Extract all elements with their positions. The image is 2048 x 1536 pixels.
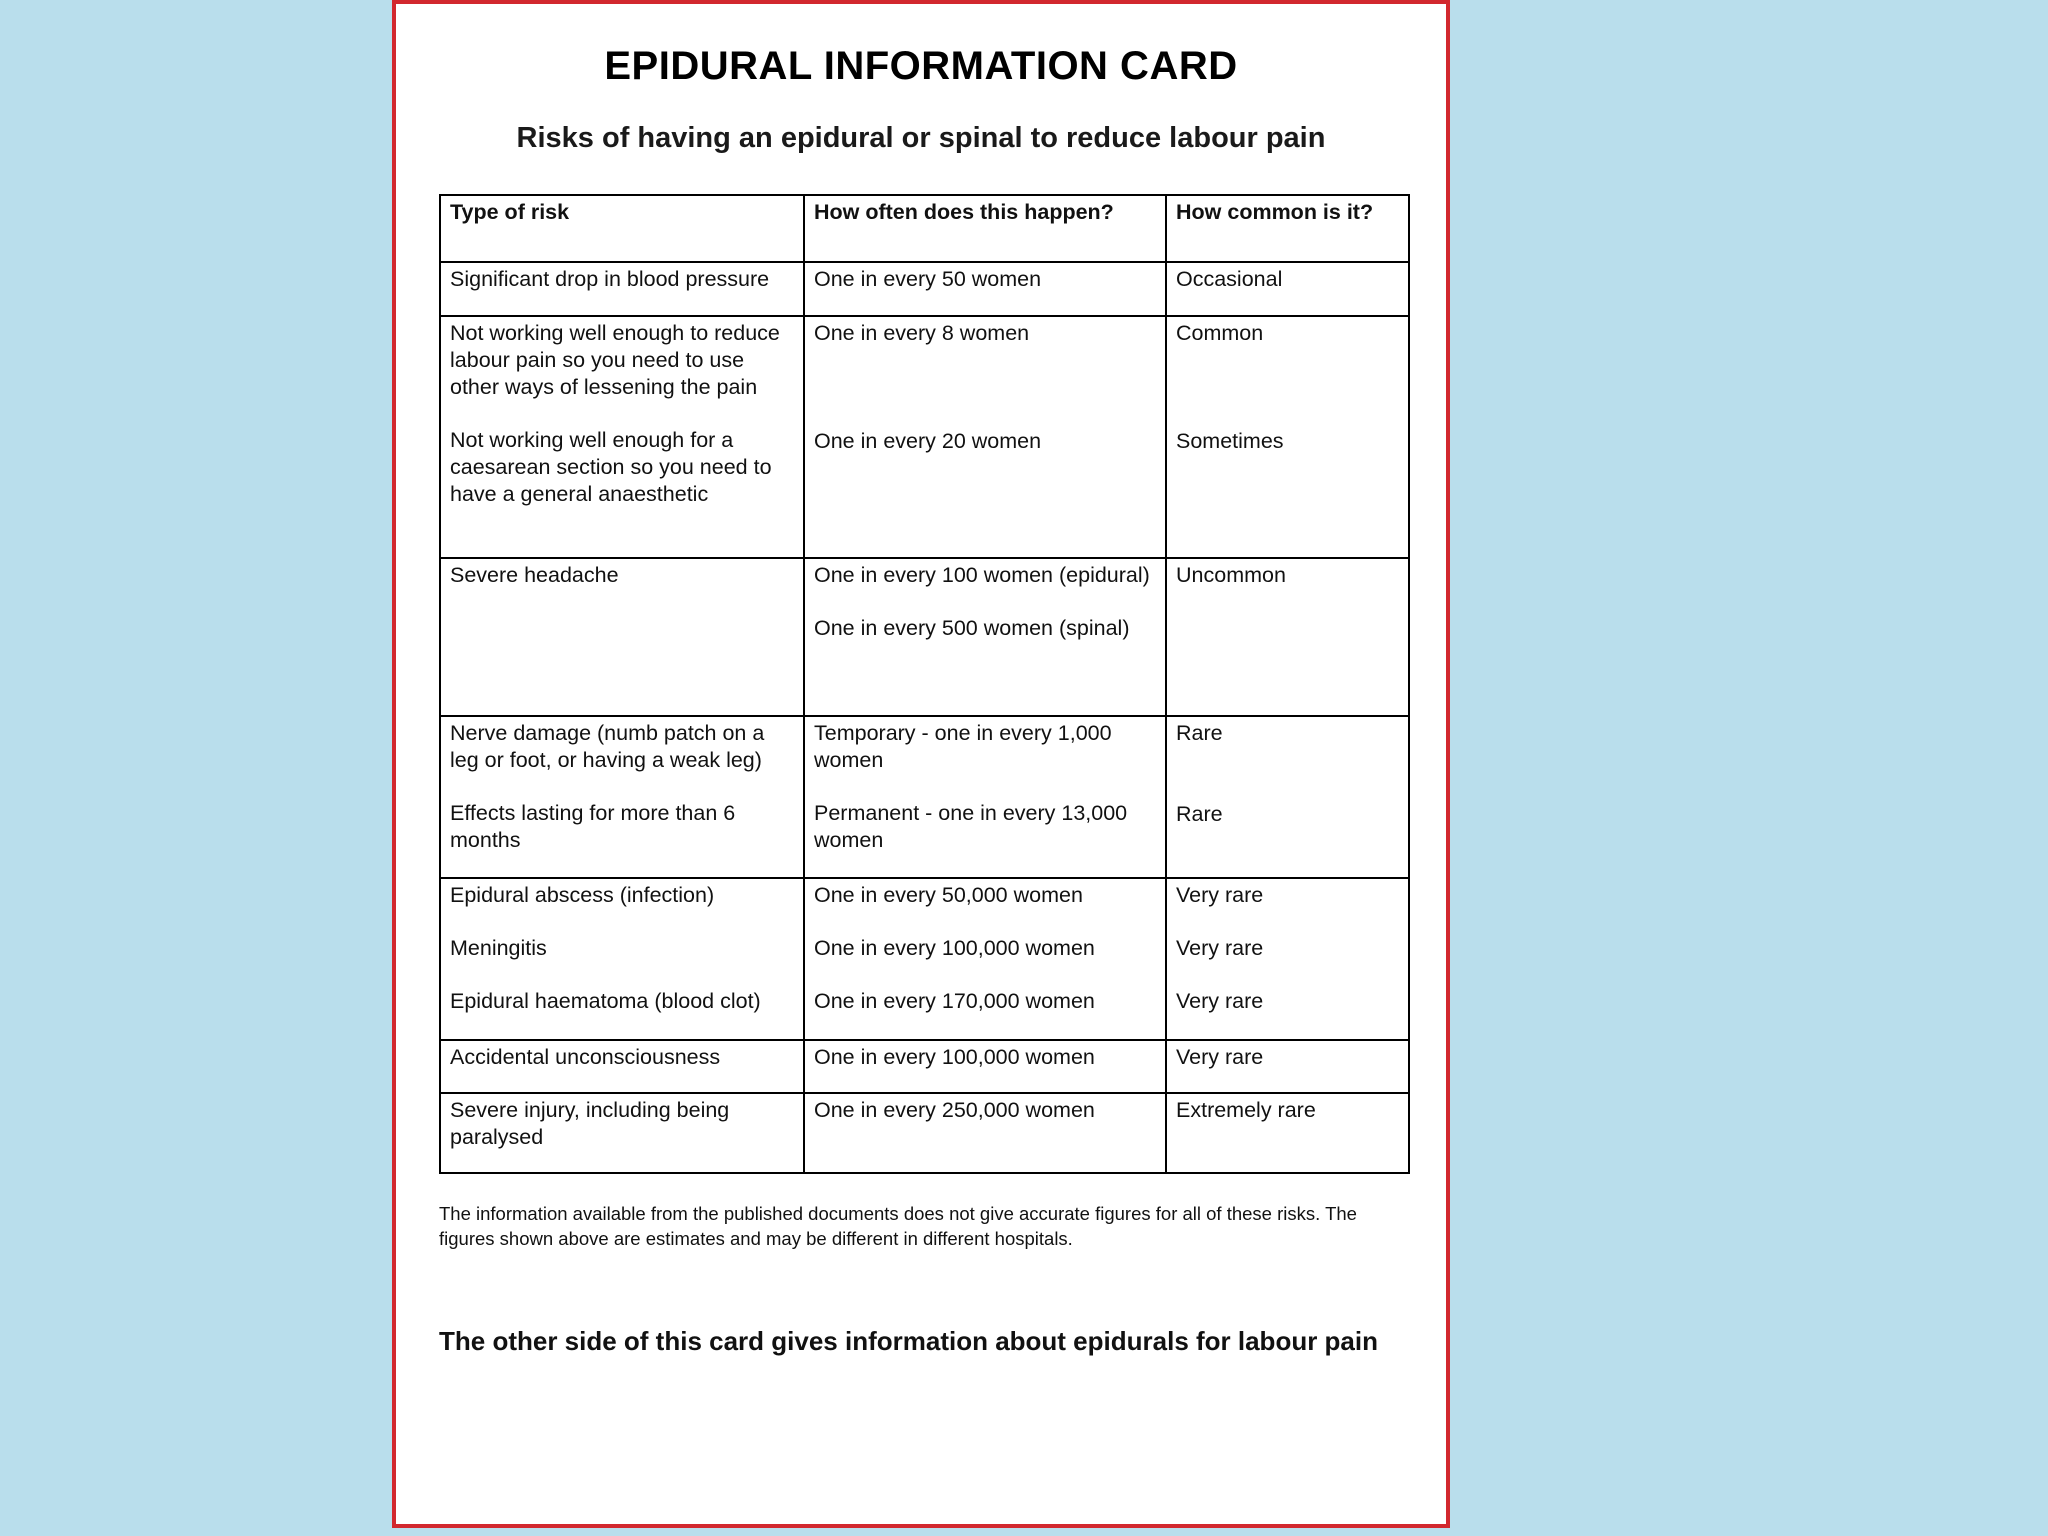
disclaimer-note: The information available from the published documents does not give accurate figures for all of these risks. The figures shown above are estimates and may be different in different hospitals. <box>439 1203 1357 1249</box>
risk-type-text: Not working well enough to reduce labour pain so you need to use other ways of lessening the pain <box>450 321 780 399</box>
frequency-text: One in every 50,000 women <box>814 883 1083 907</box>
risk-type-text: Not working well enough for a caesarean section so you need to have a general anaesthetic <box>450 428 772 506</box>
commonness-text: Sometimes <box>1176 429 1284 453</box>
header-how-common: How common is it? <box>1166 195 1409 262</box>
commonness-text: Rare <box>1176 721 1223 745</box>
frequency-text: One in every 100,000 women <box>814 936 1095 960</box>
frequency-text: One in every 170,000 women <box>814 989 1095 1013</box>
commonness-text: Very rare <box>1176 1045 1264 1069</box>
commonness-text: Very rare <box>1176 883 1264 907</box>
risk-table <box>439 194 1410 1174</box>
frequency-text: One in every 100 women (epidural) <box>814 563 1150 587</box>
cell-frequency <box>804 558 1166 716</box>
frequency-text: Permanent - one in every 13,000 women <box>814 801 1128 852</box>
risk-type-text: Meningitis <box>450 936 547 960</box>
frequency-text: One in every 100,000 women <box>814 1045 1095 1069</box>
commonness-text: Very rare <box>1176 989 1264 1013</box>
cell-commonness <box>1166 558 1409 716</box>
table-row <box>440 262 1409 316</box>
risk-type-text: Severe injury, including being paralysed <box>450 1098 730 1149</box>
cell-frequency <box>804 1040 1166 1093</box>
cell-commonness <box>1166 878 1409 1040</box>
frequency-text: One in every 500 women (spinal) <box>814 616 1130 640</box>
commonness-text: Common <box>1176 321 1264 345</box>
risk-type-text: Significant drop in blood pressure <box>450 267 770 291</box>
cell-frequency <box>804 316 1166 558</box>
cell-commonness <box>1166 716 1409 878</box>
risk-type-text: Nerve damage (numb patch on a leg or foot, or having a weak leg) <box>450 721 765 772</box>
risk-type-text: Epidural haematoma (blood clot) <box>450 989 761 1013</box>
cell-frequency <box>804 878 1166 1040</box>
footer-text: The other side of this card gives information about epidurals for labour pain <box>439 1326 1378 1356</box>
table-header-row <box>440 195 1409 262</box>
table-row <box>440 1040 1409 1093</box>
cell-risk-type <box>440 1093 804 1173</box>
commonness-text: Very rare <box>1176 936 1264 960</box>
header-how-often: How often does this happen? <box>804 195 1166 262</box>
card-title: EPIDURAL INFORMATION CARD <box>604 44 1238 88</box>
table-row <box>440 558 1409 716</box>
table-row <box>440 1093 1409 1173</box>
table-row <box>440 316 1409 558</box>
cell-frequency <box>804 1093 1166 1173</box>
cell-frequency <box>804 716 1166 878</box>
risk-type-text: Severe headache <box>450 563 619 587</box>
cell-risk-type <box>440 1040 804 1093</box>
frequency-text: One in every 250,000 women <box>814 1098 1095 1122</box>
cell-risk-type <box>440 316 804 558</box>
header-type-of-risk: Type of risk <box>440 195 804 262</box>
cell-risk-type <box>440 262 804 316</box>
card-subtitle: Risks of having an epidural or spinal to reduce labour pain <box>516 122 1326 154</box>
frequency-text: One in every 8 women <box>814 321 1030 345</box>
commonness-text: Uncommon <box>1176 563 1286 587</box>
commonness-text: Occasional <box>1176 267 1283 291</box>
frequency-text: One in every 50 women <box>814 267 1042 291</box>
cell-commonness <box>1166 1093 1409 1173</box>
frequency-text: One in every 20 women <box>814 429 1042 453</box>
frequency-text: Temporary - one in every 1,000 women <box>814 721 1112 772</box>
risk-type-text: Accidental unconsciousness <box>450 1045 721 1069</box>
risk-type-text: Epidural abscess (infection) <box>450 883 715 907</box>
cell-risk-type <box>440 878 804 1040</box>
commonness-text: Rare <box>1176 802 1223 826</box>
cell-commonness <box>1166 1040 1409 1093</box>
table-row <box>440 716 1409 878</box>
cell-commonness <box>1166 316 1409 558</box>
commonness-text: Extremely rare <box>1176 1098 1316 1122</box>
information-card <box>392 0 1450 1528</box>
cell-commonness <box>1166 262 1409 316</box>
cell-risk-type <box>440 558 804 716</box>
cell-frequency <box>804 262 1166 316</box>
risk-type-text: Effects lasting for more than 6 months <box>450 801 736 852</box>
table-row <box>440 878 1409 1040</box>
cell-risk-type <box>440 716 804 878</box>
